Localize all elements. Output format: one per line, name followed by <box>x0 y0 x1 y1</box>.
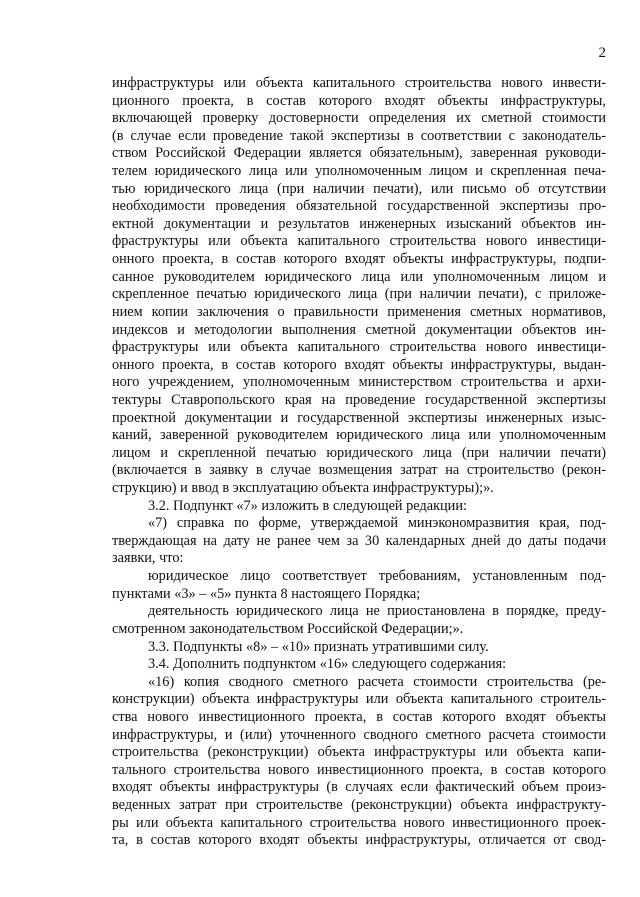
text-line: включающей проверку достоверности определения их сметной стоимости <box>112 110 606 127</box>
text-line: (в случае если проведение такой экспертизы в соответствии с законодатель- <box>112 127 606 144</box>
text-line: 3.2. Подпункт «7» изложить в следующей редакции: <box>148 497 467 514</box>
text-line: ного учреждением, уполномоченным министерством строительства и архи- <box>112 374 606 391</box>
text-line: ектной документации и результатов инженерных изысканий объектов ин- <box>112 215 606 232</box>
text-line: тверждающая на дату не ранее чем за 30 календарных дней до даты подачи <box>112 532 606 549</box>
text-line: «16) копия сводного сметного расчета стоимости строительства (ре- <box>148 673 606 690</box>
text-line: (включается в заявку в случае возмещения затрат на строительство (рекон- <box>112 462 606 479</box>
text-line: входят объекты инфраструктуры (в случаях если фактический объем произ- <box>112 779 606 796</box>
text-line: веденных затрат при строительстве (реконструкции) объекта инфраструкту- <box>112 796 606 813</box>
text-line: проектной документации и государственной экспертизы инженерных изыс- <box>112 409 606 426</box>
text-line: нием копии заключения о правильности применения сметных нормативов, <box>112 303 606 320</box>
text-line: деятельность юридического лица не приостановлена в порядке, преду- <box>148 603 606 620</box>
text-line: каний, заверенной руководителем юридического лица или уполномоченным <box>112 427 606 444</box>
text-line: ционного проекта, в состав которого входят объекты инфраструктуры, <box>112 92 606 109</box>
text-line: онного проекта, в состав которого входят объекты инфраструктуры, подпи- <box>112 251 606 268</box>
text-line: тью юридического лица (при наличии печати), или письмо об отсутствии <box>112 180 606 197</box>
text-line: санное руководителем юридического лица или уполномоченным лицом и <box>112 268 606 285</box>
text-line: фраструктуры или объекта капитального строительства нового инвестици- <box>112 233 606 250</box>
text-line: телем юридического лица или уполномоченным лицом и скрепленная печа- <box>112 163 606 180</box>
text-line: инфраструктуры или объекта капитального строительства нового инвести- <box>112 75 606 91</box>
text-line: юридическое лицо соответствует требованиям, установленным под- <box>148 568 606 585</box>
text-line: струкцию) и ввод в эксплуатацию объекта инфраструктуры);». <box>112 480 494 497</box>
text-line: ства нового инвестиционного проекта, в состав которого входят объекты <box>112 708 606 725</box>
text-line: фраструктуры или объекта капитального строительства нового инвестици- <box>112 339 606 356</box>
text-line: ством Российской Федерации является обязательным), заверенная руководи- <box>112 145 606 162</box>
text-line: смотренном законодательством Российской Федерации;». <box>112 620 464 637</box>
text-line: конструкции) объекта инфраструктуры или объекта капитального строитель- <box>112 691 606 708</box>
text-line: пунктами «3» – «5» пункта 8 настоящего Порядка; <box>112 585 421 602</box>
text-line: онного проекта, в состав которого входят объекты инфраструктуры, выдан- <box>112 356 606 373</box>
text-line: тектуры Ставропольского края на проведение государственной экспертизы <box>112 391 606 408</box>
text-line: скрепленное печатью юридического лица (при наличии печати), с приложе- <box>112 286 606 303</box>
text-line: «7) справка по форме, утверждаемой минэкономразвития края, под- <box>148 515 606 532</box>
text-line: заявки, что: <box>112 550 184 567</box>
text-line: тального строительства нового инвестиционного проекта, в состав которого <box>112 761 606 778</box>
document-body <box>112 75 606 850</box>
text-line: строительства (реконструкции) объекта инфраструктуры или объекта капи- <box>112 744 606 761</box>
text-line: необходимости проведения обязательной государственной экспертизы про- <box>112 198 606 215</box>
page-number: 2 <box>598 45 606 61</box>
text-line: индексов и методологии выполнения сметной документации объектов ин- <box>112 321 606 338</box>
text-line: инфраструктуры, и (или) уточненного сводного сметного расчета стоимости <box>112 726 606 743</box>
text-line: ры или объекта капитального строительства нового инвестиционного проек- <box>112 814 606 831</box>
text-line: 3.3. Подпункты «8» – «10» признать утратившими силу. <box>148 638 489 655</box>
text-line: та, в состав которого входят объекты инфраструктуры, отличается от свод- <box>112 832 606 849</box>
text-line: лицом и скрепленной печатью юридического лица (при наличии печати) <box>112 444 606 461</box>
text-line: 3.4. Дополнить подпунктом «16» следующего содержания: <box>148 656 507 673</box>
